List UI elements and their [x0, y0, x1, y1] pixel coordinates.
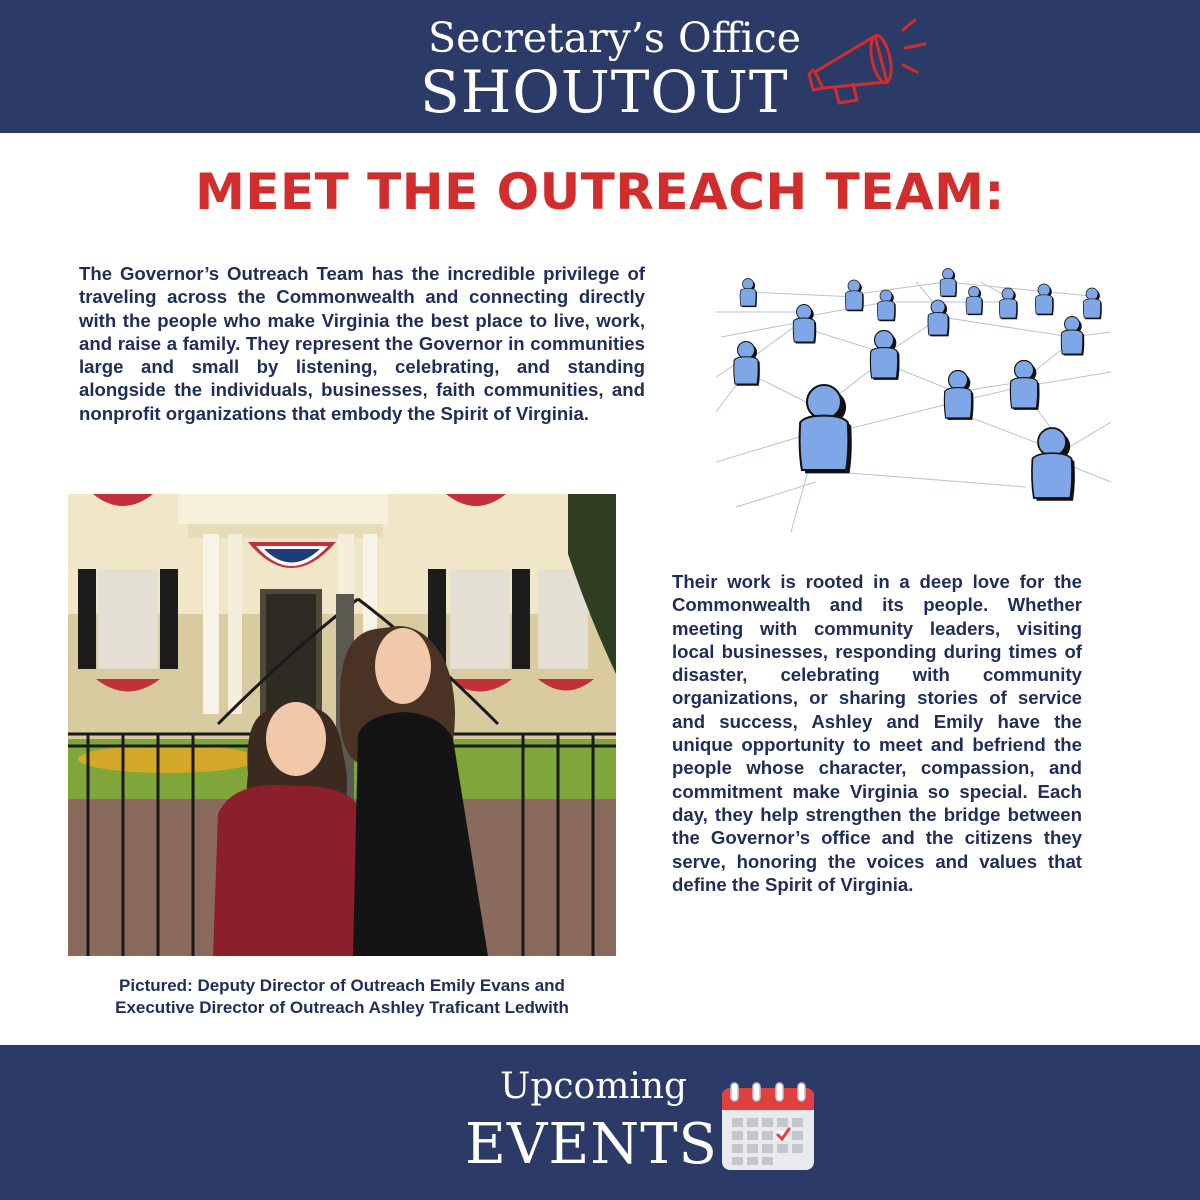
page-headline: MEET THE OUTREACH TEAM:: [195, 163, 1005, 221]
header-title-line1: Secretary’s Office: [428, 14, 802, 62]
megaphone-icon: [805, 10, 935, 110]
caption-line2: Executive Director of Outreach Ashley Traficant Ledwith: [115, 998, 569, 1017]
intro-paragraph: The Governor’s Outreach Team has the incredible privilege of traveling across the Commonwealth and connecting directly with the people who make Virginia the best place to live, work, and raise a family. They represent the Governor in communities large and small by listening, celebrating, and standing alongside the individuals, businesses, faith communities, and nonprofit organizations that embody the Spirit of Virginia.: [79, 263, 645, 424]
team-photo: [68, 494, 616, 956]
footer-title-line2: EVENTS: [465, 1112, 718, 1177]
calendar-icon: [720, 1080, 816, 1172]
caption-line1: Pictured: Deputy Director of Outreach Emily Evans and: [119, 976, 565, 995]
photo-caption: [68, 975, 616, 1019]
header-banner: [0, 0, 1200, 133]
header-title-line2: SHOUTOUT: [420, 58, 789, 126]
footer-title-line1: Upcoming: [500, 1066, 688, 1107]
people-network-illustration: [716, 262, 1111, 542]
work-paragraph: Their work is rooted in a deep love for the Commonwealth and its people. Whether meeting with community leaders, visiting local businesses, responding during times of disaster, celebrating with community organizations, or sharing stories of service and success, Ashley and Emily have the unique opportunity to meet and befriend the people whose character, compassion, and commitment make Virginia so special. Each day, they help strengthen the bridge between the Governor’s office and the citizens they serve, honoring the voices and values that define the Spirit of Virginia.: [672, 571, 1082, 895]
